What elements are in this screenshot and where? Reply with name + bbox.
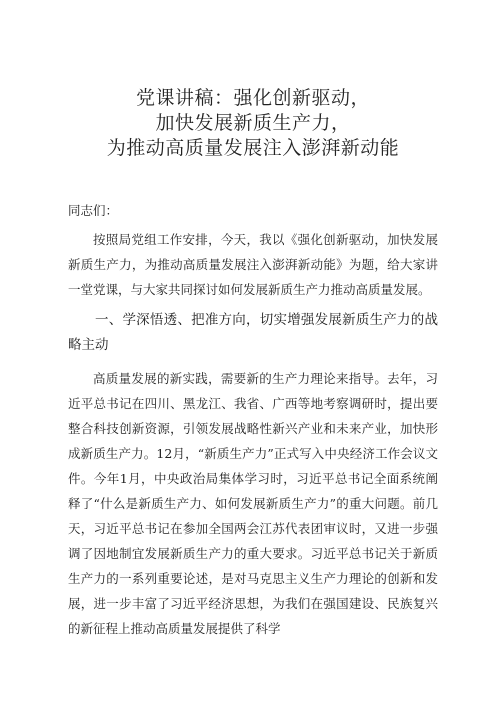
title-line-2: 加快发展新质生产力， (155, 112, 351, 134)
section-heading-1: 一、学深悟透、把准方向，切实增强发展新质生产力的战略主动 (68, 312, 438, 353)
intro-paragraph: 按照局党组工作安排，今天，我以《强化创新驱动，加快发展新质生产力，为推动高质量发展注入澎湃新动能》为题，给大家讲一堂党课，与大家共同探讨如何发展新质生产力推动高质量发展。 (68, 232, 438, 297)
body-paragraph-1: 高质量发展的新实践，需要新的生产力理论来指导。去年，习近平总书记在四川、黑龙江、我省、广西等地考察调研时，提出要整合科技创新资源，引领发展战略性新兴产业和未来产业，加快形成新质生产力。12月，“新质生产力”正式写入中央经济工作会议文件。今年1月，中央政治局集体学习时，习近平总书记全面系统阐释了“什么是新质生产力、如何发展新质生产力”的重大问题。前几天，习近平总书记在参加全国两会江苏代表团审议时，又进一步强调了因地制宜发展新质生产力的重大要求。习近平总书记关于新质生产力的一系列重要论述，是对马克思主义生产力理论的创新和发展，进一步丰富了习近平经济思想，为我们在强国建设、民族复兴的新征程上推动高质量发展提供了科学 (68, 371, 438, 636)
document-title (68, 86, 438, 161)
title-line-3: 为推动高质量发展注入澎湃新动能 (106, 137, 400, 159)
title-line-1: 党课讲稿：强化创新驱动， (135, 87, 370, 109)
salutation: 同志们： (68, 203, 119, 218)
